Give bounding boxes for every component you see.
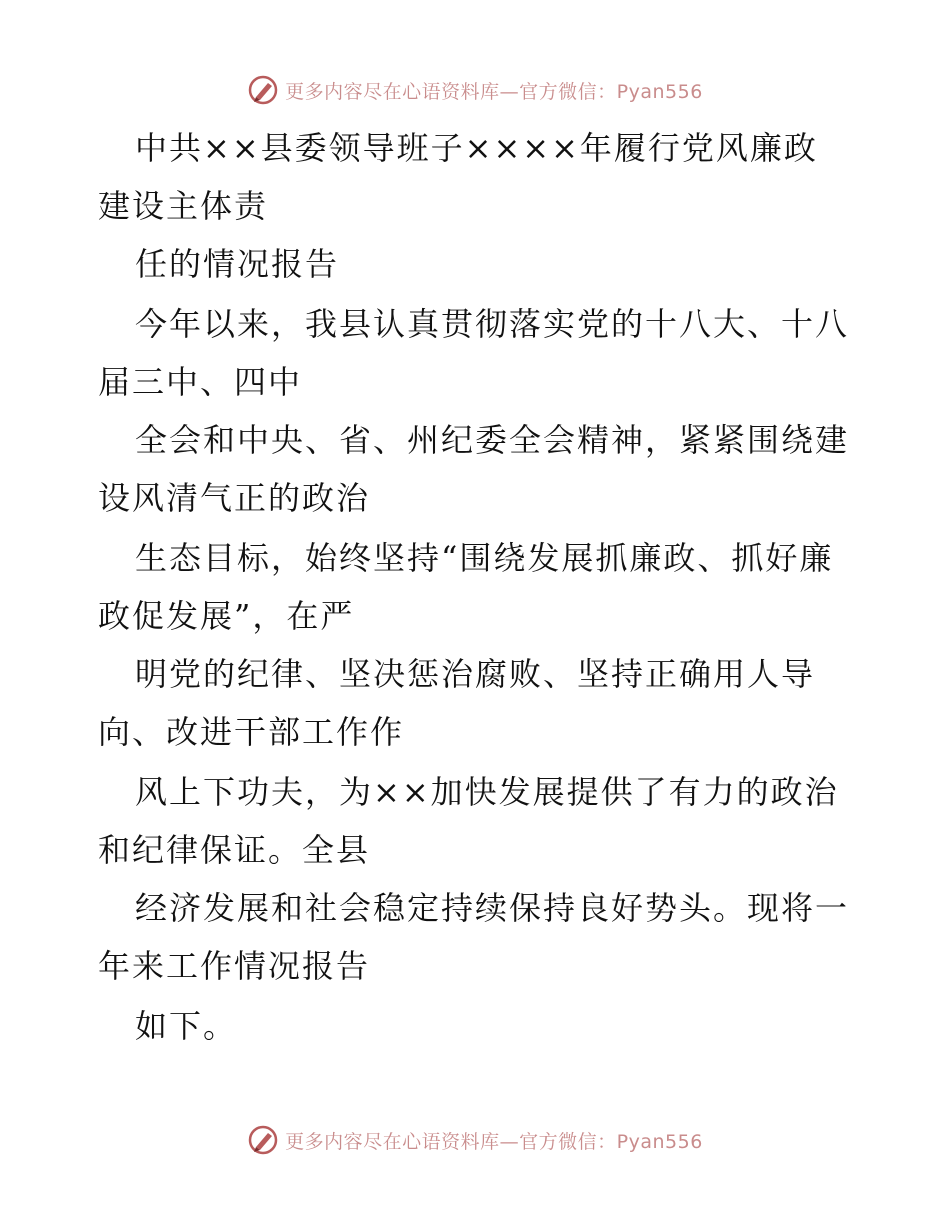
watermark-text: 更多内容尽在心语资料库—官方微信：Pyan556 [285, 1130, 703, 1153]
doc-line: 政促发展”，在严 [98, 597, 355, 635]
doc-line: 届三中、四中 [98, 363, 303, 401]
header-watermark [0, 70, 950, 110]
doc-line: 中共××县委领导班子××××年履行党风廉政 [135, 129, 818, 167]
doc-line: 全会和中央、省、州纪委全会精神，紧紧围绕建 [135, 421, 850, 459]
pen-logo-icon [247, 74, 279, 106]
doc-line: 建设主体责 [98, 187, 269, 225]
doc-line: 如下。 [135, 1007, 238, 1045]
doc-line: 生态目标，始终坚持“围绕发展抓廉政、抓好廉 [135, 539, 834, 577]
doc-line: 明党的纪律、坚决惩治腐败、坚持正确用人导 [135, 655, 816, 693]
doc-line: 向、改进干部工作作 [98, 713, 405, 751]
footer-watermark [0, 1120, 950, 1160]
doc-line: 任的情况报告 [135, 245, 340, 283]
doc-line: 经济发展和社会稳定持续保持良好势头。现将一 [135, 889, 850, 927]
watermark-text: 更多内容尽在心语资料库—官方微信：Pyan556 [285, 80, 703, 103]
pen-logo-icon [247, 1124, 279, 1156]
doc-line: 风上下功夫，为××加快发展提供了有力的政治 [135, 773, 839, 811]
doc-line: 和纪律保证。全县 [98, 831, 371, 869]
doc-line: 今年以来，我县认真贯彻落实党的十八大、十八 [135, 305, 850, 343]
doc-line: 设风清气正的政治 [98, 479, 371, 517]
doc-line: 年来工作情况报告 [98, 947, 371, 985]
